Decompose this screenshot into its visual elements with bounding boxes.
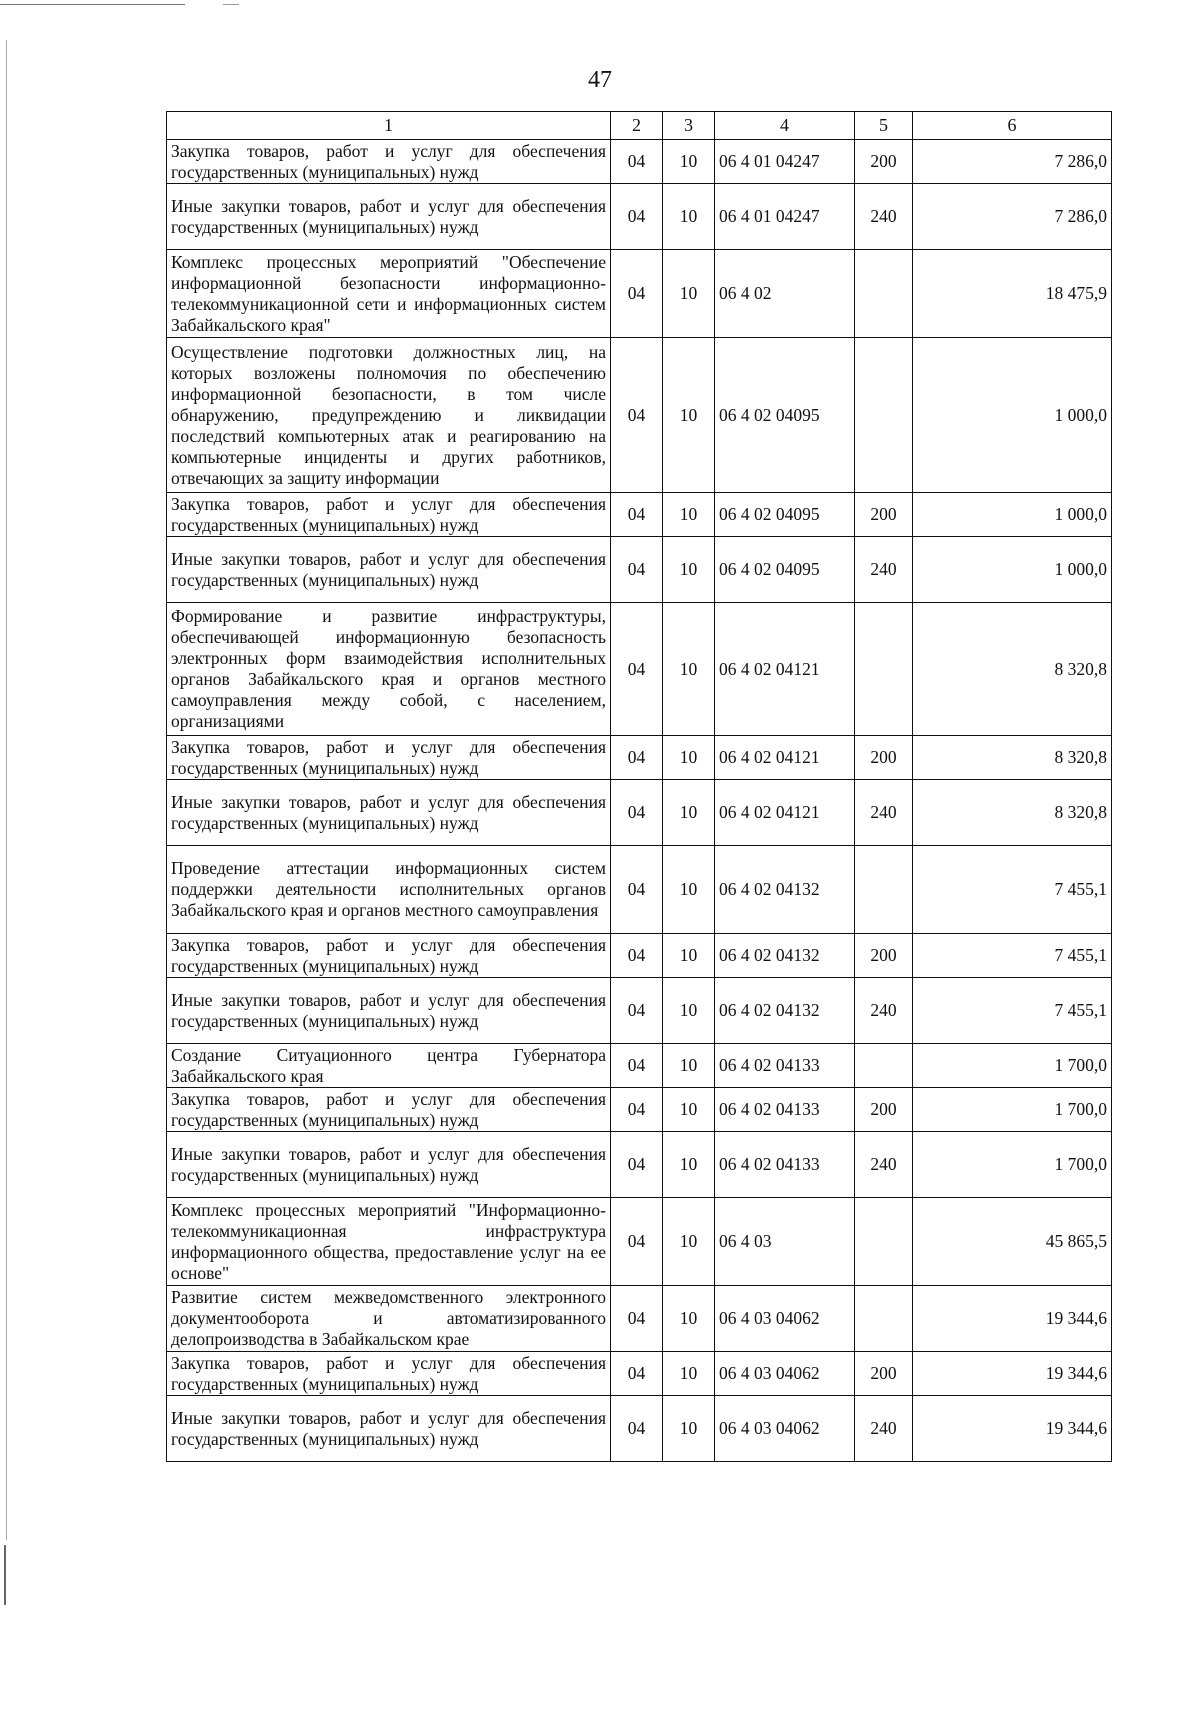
cell-expense-type: 240	[855, 978, 913, 1044]
cell-section: 04	[611, 537, 663, 603]
table-row	[167, 338, 1112, 493]
cell-name: Иные закупки товаров, работ и услуг для обеспечения государственных (муниципальных) нужд	[167, 537, 611, 603]
table-row	[167, 603, 1112, 736]
column-header-section: 2	[611, 112, 663, 140]
table-row	[167, 184, 1112, 250]
cell-expense-type	[855, 846, 913, 934]
scan-artifact-line	[223, 4, 239, 5]
cell-name: Закупка товаров, работ и услуг для обеспечения государственных (муниципальных) нужд	[167, 1088, 611, 1132]
cell-amount: 18 475,9	[913, 250, 1112, 338]
cell-target-article: 06 4 02 04133	[715, 1044, 855, 1088]
cell-subsection: 10	[663, 1132, 715, 1198]
scan-artifact-edge	[6, 40, 7, 1540]
cell-target-article: 06 4 02 04132	[715, 846, 855, 934]
cell-section: 04	[611, 1044, 663, 1088]
table-row	[167, 250, 1112, 338]
table-row	[167, 1132, 1112, 1198]
cell-name: Создание Ситуационного центра Губернатора Забайкальского края	[167, 1044, 611, 1088]
cell-amount: 7 455,1	[913, 978, 1112, 1044]
table-row	[167, 140, 1112, 184]
column-header-subsection: 3	[663, 112, 715, 140]
cell-subsection: 10	[663, 780, 715, 846]
cell-subsection: 10	[663, 1198, 715, 1286]
cell-section: 04	[611, 603, 663, 736]
cell-name: Закупка товаров, работ и услуг для обеспечения государственных (муниципальных) нужд	[167, 736, 611, 780]
cell-amount: 1 000,0	[913, 537, 1112, 603]
table-row	[167, 846, 1112, 934]
cell-section: 04	[611, 493, 663, 537]
cell-expense-type: 240	[855, 780, 913, 846]
cell-amount: 8 320,8	[913, 780, 1112, 846]
cell-expense-type	[855, 1286, 913, 1352]
cell-target-article: 06 4 02 04095	[715, 537, 855, 603]
table-row	[167, 780, 1112, 846]
cell-expense-type: 200	[855, 1088, 913, 1132]
cell-amount: 7 286,0	[913, 140, 1112, 184]
cell-expense-type: 240	[855, 537, 913, 603]
cell-amount: 7 455,1	[913, 934, 1112, 978]
table-row	[167, 1044, 1112, 1088]
table-row	[167, 1352, 1112, 1396]
cell-name: Развитие систем межведомственного электронного документооборота и автоматизированного делопроизводства в Забайкальском крае	[167, 1286, 611, 1352]
table-body	[167, 140, 1112, 1462]
cell-name: Закупка товаров, работ и услуг для обеспечения государственных (муниципальных) нужд	[167, 140, 611, 184]
cell-target-article: 06 4 02 04095	[715, 338, 855, 493]
cell-subsection: 10	[663, 140, 715, 184]
cell-name: Комплекс процессных мероприятий "Обеспечение информационной безопасности информационно-телекоммуникационной сети и информационных систем Забайкальского края"	[167, 250, 611, 338]
table-row	[167, 1286, 1112, 1352]
cell-subsection: 10	[663, 978, 715, 1044]
budget-table	[166, 111, 1112, 1462]
cell-subsection: 10	[663, 1352, 715, 1396]
cell-subsection: 10	[663, 1396, 715, 1462]
column-header-expense-type: 5	[855, 112, 913, 140]
cell-subsection: 10	[663, 1286, 715, 1352]
cell-target-article: 06 4 01 04247	[715, 140, 855, 184]
cell-expense-type: 200	[855, 493, 913, 537]
cell-subsection: 10	[663, 537, 715, 603]
cell-subsection: 10	[663, 846, 715, 934]
cell-subsection: 10	[663, 1088, 715, 1132]
cell-target-article: 06 4 02 04121	[715, 736, 855, 780]
cell-subsection: 10	[663, 184, 715, 250]
cell-target-article: 06 4 02	[715, 250, 855, 338]
table-row	[167, 1198, 1112, 1286]
cell-amount: 1 000,0	[913, 493, 1112, 537]
cell-target-article: 06 4 02 04133	[715, 1088, 855, 1132]
table-row	[167, 493, 1112, 537]
cell-section: 04	[611, 1088, 663, 1132]
cell-amount: 45 865,5	[913, 1198, 1112, 1286]
cell-section: 04	[611, 1132, 663, 1198]
cell-name: Иные закупки товаров, работ и услуг для обеспечения государственных (муниципальных) нужд	[167, 184, 611, 250]
cell-subsection: 10	[663, 934, 715, 978]
cell-amount: 19 344,6	[913, 1396, 1112, 1462]
cell-subsection: 10	[663, 603, 715, 736]
cell-expense-type	[855, 250, 913, 338]
cell-section: 04	[611, 736, 663, 780]
cell-target-article: 06 4 03 04062	[715, 1286, 855, 1352]
scan-artifact-line	[0, 4, 185, 5]
cell-name: Иные закупки товаров, работ и услуг для обеспечения государственных (муниципальных) нужд	[167, 978, 611, 1044]
cell-subsection: 10	[663, 250, 715, 338]
cell-expense-type: 200	[855, 1352, 913, 1396]
cell-name: Осуществление подготовки должностных лиц, на которых возложены полномочия по обеспечению информационной безопасности, в том числе обнаружению, предупреждению и ликвидации последствий компьютерных атак и реагированию на компьютерные инциденты и других работников, отвечающих за защиту информации	[167, 338, 611, 493]
cell-target-article: 06 4 02 04132	[715, 978, 855, 1044]
cell-target-article: 06 4 02 04132	[715, 934, 855, 978]
cell-expense-type: 200	[855, 736, 913, 780]
cell-section: 04	[611, 1396, 663, 1462]
cell-amount: 7 286,0	[913, 184, 1112, 250]
cell-expense-type	[855, 603, 913, 736]
cell-section: 04	[611, 978, 663, 1044]
cell-name: Комплекс процессных мероприятий "Информационно-телекоммуникационная инфраструктура информационного общества, предоставление услуг на ее основе"	[167, 1198, 611, 1286]
table-header-row	[167, 112, 1112, 140]
cell-section: 04	[611, 1198, 663, 1286]
page-number: 47	[588, 67, 612, 93]
table-row	[167, 934, 1112, 978]
table-row	[167, 978, 1112, 1044]
cell-section: 04	[611, 184, 663, 250]
cell-section: 04	[611, 250, 663, 338]
cell-amount: 1 000,0	[913, 338, 1112, 493]
cell-amount: 7 455,1	[913, 846, 1112, 934]
table-row	[167, 1396, 1112, 1462]
cell-expense-type: 200	[855, 140, 913, 184]
cell-name: Иные закупки товаров, работ и услуг для обеспечения государственных (муниципальных) нужд	[167, 1132, 611, 1198]
cell-subsection: 10	[663, 736, 715, 780]
cell-amount: 1 700,0	[913, 1088, 1112, 1132]
cell-target-article: 06 4 01 04247	[715, 184, 855, 250]
cell-expense-type: 240	[855, 1396, 913, 1462]
cell-target-article: 06 4 02 04121	[715, 780, 855, 846]
cell-amount: 19 344,6	[913, 1286, 1112, 1352]
cell-section: 04	[611, 140, 663, 184]
cell-expense-type	[855, 1044, 913, 1088]
cell-target-article: 06 4 03 04062	[715, 1352, 855, 1396]
cell-amount: 8 320,8	[913, 736, 1112, 780]
cell-name: Проведение аттестации информационных систем поддержки деятельности исполнительных органов Забайкальского края и органов местного самоуправления	[167, 846, 611, 934]
cell-section: 04	[611, 846, 663, 934]
column-header-amount: 6	[913, 112, 1112, 140]
cell-expense-type: 240	[855, 1132, 913, 1198]
cell-amount: 19 344,6	[913, 1352, 1112, 1396]
cell-subsection: 10	[663, 493, 715, 537]
cell-target-article: 06 4 03 04062	[715, 1396, 855, 1462]
cell-name: Формирование и развитие инфраструктуры, обеспечивающей информационную безопасность электронных форм взаимодействия исполнительных органов Забайкальского края и органов местного самоуправления между собой, с населением, организациями	[167, 603, 611, 736]
cell-section: 04	[611, 338, 663, 493]
cell-expense-type	[855, 1198, 913, 1286]
cell-name: Закупка товаров, работ и услуг для обеспечения государственных (муниципальных) нужд	[167, 934, 611, 978]
cell-section: 04	[611, 934, 663, 978]
cell-section: 04	[611, 780, 663, 846]
cell-name: Иные закупки товаров, работ и услуг для обеспечения государственных (муниципальных) нужд	[167, 780, 611, 846]
cell-name: Закупка товаров, работ и услуг для обеспечения государственных (муниципальных) нужд	[167, 493, 611, 537]
cell-target-article: 06 4 03	[715, 1198, 855, 1286]
cell-expense-type: 200	[855, 934, 913, 978]
cell-name: Иные закупки товаров, работ и услуг для обеспечения государственных (муниципальных) нужд	[167, 1396, 611, 1462]
cell-target-article: 06 4 02 04133	[715, 1132, 855, 1198]
cell-expense-type	[855, 338, 913, 493]
cell-subsection: 10	[663, 338, 715, 493]
cell-amount: 8 320,8	[913, 603, 1112, 736]
table-row	[167, 537, 1112, 603]
cell-target-article: 06 4 02 04095	[715, 493, 855, 537]
column-header-target-article: 4	[715, 112, 855, 140]
table-row	[167, 736, 1112, 780]
cell-subsection: 10	[663, 1044, 715, 1088]
cell-amount: 1 700,0	[913, 1044, 1112, 1088]
column-header-name: 1	[167, 112, 611, 140]
cell-section: 04	[611, 1352, 663, 1396]
table-row	[167, 1088, 1112, 1132]
cell-section: 04	[611, 1286, 663, 1352]
cell-target-article: 06 4 02 04121	[715, 603, 855, 736]
cell-expense-type: 240	[855, 184, 913, 250]
cell-name: Закупка товаров, работ и услуг для обеспечения государственных (муниципальных) нужд	[167, 1352, 611, 1396]
scan-artifact-mark	[4, 1545, 6, 1605]
cell-amount: 1 700,0	[913, 1132, 1112, 1198]
